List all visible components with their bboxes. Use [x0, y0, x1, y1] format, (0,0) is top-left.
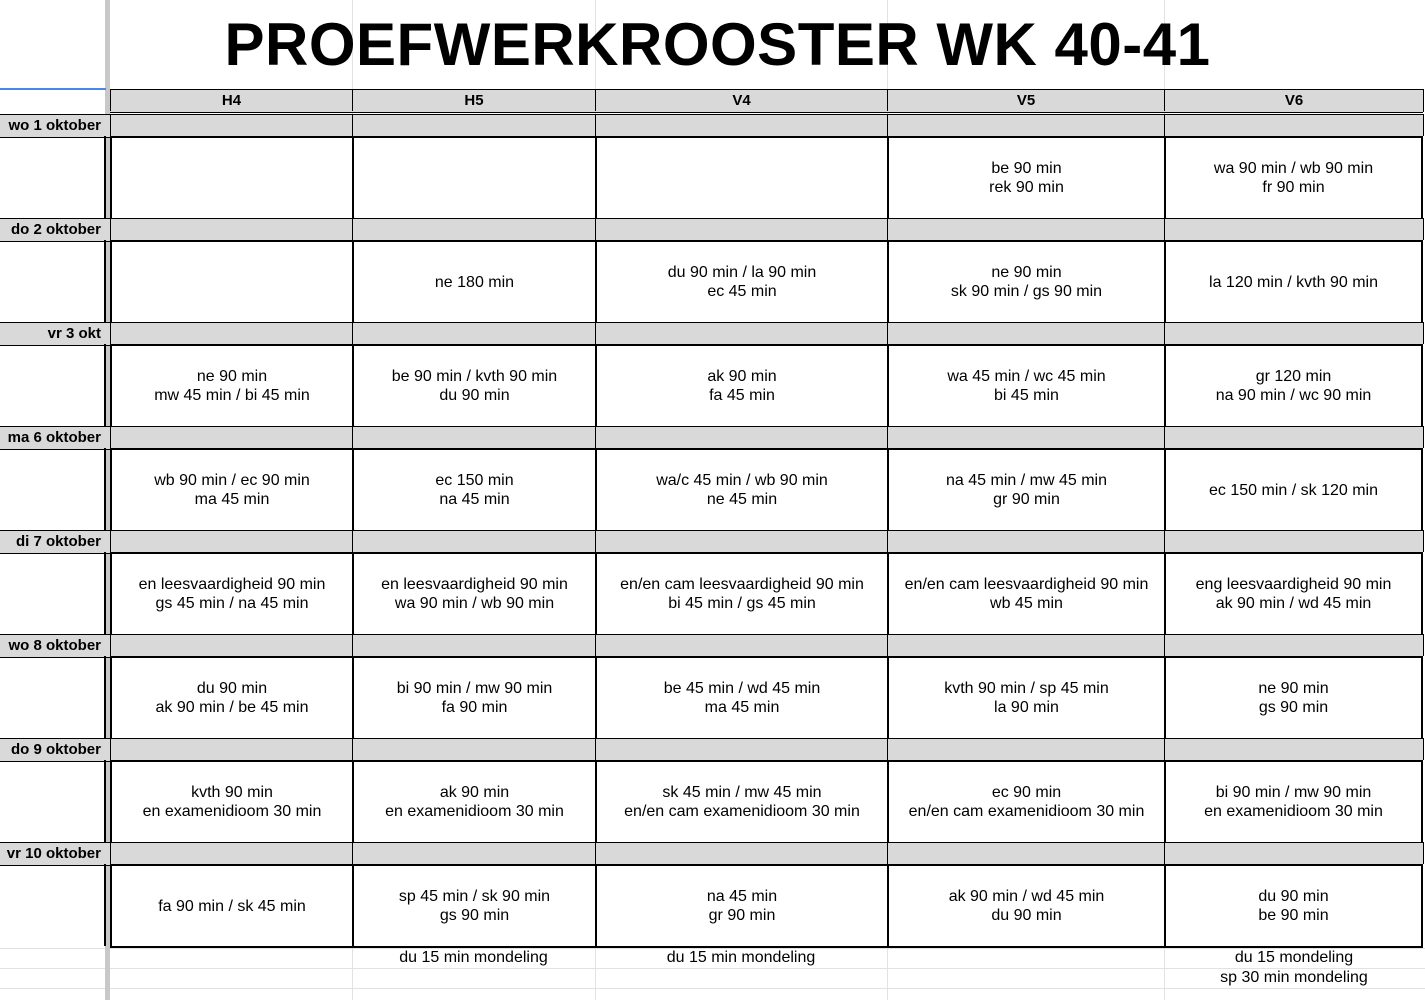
day-label[interactable]: di 7 oktober [15, 532, 101, 550]
exam-entry: gr 90 min [993, 491, 1060, 508]
column-border [110, 322, 111, 344]
column-border [1423, 114, 1424, 136]
day-label[interactable]: wo 8 oktober [8, 636, 101, 654]
column-border [595, 218, 596, 240]
column-border [110, 738, 111, 760]
exam-entry: na 90 min / wc 90 min [1215, 387, 1372, 404]
column-border [595, 738, 596, 760]
column-border [110, 426, 111, 448]
exam-entry: ak 90 min / be 45 min [155, 699, 309, 716]
exam-entry: sk 45 min / mw 45 min [662, 784, 822, 801]
exam-entry: du 90 min [1258, 888, 1329, 905]
selection-indicator [0, 88, 106, 90]
column-border [887, 114, 888, 136]
schedule-cell-h5[interactable] [352, 656, 597, 740]
column-border [595, 114, 596, 136]
exam-entry: be 90 min [991, 160, 1062, 177]
schedule-cell-v6[interactable] [1164, 656, 1423, 740]
day-label[interactable]: ma 6 oktober [7, 428, 101, 446]
schedule-cell-v6[interactable] [1164, 344, 1423, 428]
day-header-band [0, 322, 1423, 346]
exam-entry: en/en cam examenidioom 30 min [624, 803, 860, 820]
exam-entry: du 90 min [991, 907, 1062, 924]
column-border [1164, 738, 1165, 760]
day-header-band [0, 218, 1423, 242]
exam-entry: en examenidioom 30 min [1204, 803, 1383, 820]
exam-entry: ma 45 min [194, 491, 270, 508]
exam-entry: ne 45 min [706, 491, 778, 508]
schedule-cell-v6[interactable] [1164, 240, 1423, 324]
column-border [352, 218, 353, 240]
column-border [352, 530, 353, 552]
column-border [1423, 634, 1424, 656]
footnote-v6-line1[interactable]: du 15 mondeling [1234, 949, 1354, 966]
column-border [595, 322, 596, 344]
column-border [1423, 322, 1424, 344]
day-label[interactable]: do 2 oktober [10, 220, 101, 238]
day-header-band [0, 530, 1423, 554]
exam-entry: gs 90 min [439, 907, 510, 924]
schedule-cell-h4[interactable] [110, 344, 354, 428]
exam-entry: en examenidioom 30 min [142, 803, 322, 820]
column-border [352, 322, 353, 344]
column-border [1423, 530, 1424, 552]
column-header-v6[interactable]: V6 [1164, 89, 1423, 111]
exam-entry: en/en cam leesvaardigheid 90 min [620, 576, 864, 593]
exam-entry: wa 90 min / wb 90 min [1213, 160, 1374, 177]
column-border [110, 530, 111, 552]
exam-entry: ne 90 min [991, 264, 1062, 281]
page-title: PROEFWERKROOSTER WK 40-41 [224, 10, 1211, 78]
day-header-band [0, 738, 1423, 762]
schedule-cell-v5[interactable] [887, 344, 1166, 428]
footnote-h5[interactable]: du 15 min mondeling [399, 949, 548, 966]
schedule-cell-v4[interactable] [595, 240, 889, 324]
schedule-cell-h4[interactable] [110, 448, 354, 532]
exam-entry: sp 45 min / sk 90 min [398, 888, 551, 905]
schedule-cell-v4[interactable] [595, 760, 889, 844]
exam-entry: gs 45 min / na 45 min [155, 595, 309, 612]
column-border [887, 218, 888, 240]
schedule-cell-h5[interactable] [352, 448, 597, 532]
exam-entry: fa 90 min / sk 45 min [158, 897, 306, 915]
column-border [595, 634, 596, 656]
exam-entry: ec 150 min [435, 472, 514, 489]
column-border [1164, 114, 1165, 136]
exam-entry: la 120 min / kvth 90 min [1209, 273, 1378, 291]
exam-entry: wb 45 min [990, 595, 1063, 612]
exam-entry: na 45 min [706, 888, 778, 905]
row-label-cell[interactable] [0, 864, 106, 946]
schedule-cell-v5[interactable] [887, 136, 1166, 220]
row-label-cell[interactable] [0, 344, 106, 426]
schedule-cell-h4[interactable] [110, 864, 354, 948]
exam-entry: be 45 min / wd 45 min [663, 680, 821, 697]
exam-entry: en/en cam examenidioom 30 min [908, 803, 1145, 820]
schedule-cell-h4[interactable] [110, 552, 354, 636]
exam-entry: wa 90 min / wb 90 min [394, 595, 555, 612]
row-label-cell[interactable] [0, 552, 106, 634]
exam-entry: en leesvaardigheid 90 min [381, 576, 568, 593]
exam-entry: wb 90 min / ec 90 min [154, 472, 310, 489]
exam-entry: eng leesvaardigheid 90 min [1195, 576, 1392, 593]
schedule-cell-v6[interactable] [1164, 448, 1423, 532]
row-label-cell[interactable] [0, 448, 106, 530]
exam-entry: be 90 min / kvth 90 min [391, 368, 558, 385]
schedule-cell-h5[interactable] [352, 136, 597, 220]
schedule-cell-h5[interactable] [352, 552, 597, 636]
gridline [0, 988, 1425, 989]
column-border [1423, 89, 1424, 112]
schedule-cell-h4[interactable] [110, 136, 354, 220]
schedule-cell-v4[interactable] [595, 656, 889, 740]
day-header-band [0, 634, 1423, 658]
schedule-cell-v6[interactable] [1164, 760, 1423, 844]
exam-entry: du 90 min [439, 387, 510, 404]
day-label[interactable]: wo 1 oktober [8, 116, 101, 134]
column-border [110, 114, 111, 136]
exam-entry: bi 90 min / mw 90 min [1215, 784, 1372, 801]
column-border [1423, 218, 1424, 240]
schedule-cell-v5[interactable] [887, 864, 1166, 948]
schedule-cell-h4[interactable] [110, 240, 354, 324]
column-border [595, 842, 596, 864]
exam-entry: na 45 min [439, 491, 510, 508]
schedule-cell-v6[interactable] [1164, 552, 1423, 636]
exam-entry: ak 90 min / wd 45 min [948, 888, 1105, 905]
schedule-cell-h4[interactable] [110, 760, 354, 844]
exam-entry: gs 90 min [1258, 699, 1329, 716]
column-border [1423, 842, 1424, 864]
column-border [1164, 218, 1165, 240]
exam-entry: sk 90 min / gs 90 min [950, 283, 1103, 300]
schedule-cell-v5[interactable] [887, 240, 1166, 324]
column-border [595, 426, 596, 448]
column-border [1423, 426, 1424, 448]
column-border [1423, 738, 1424, 760]
row-label-cell[interactable] [0, 240, 106, 322]
schedule-cell-v5[interactable] [887, 656, 1166, 740]
column-border [887, 530, 888, 552]
day-header-band [0, 114, 1423, 138]
schedule-cell-v4[interactable] [595, 552, 889, 636]
schedule-cell-h5[interactable] [352, 344, 597, 428]
day-label[interactable]: do 9 oktober [10, 740, 101, 758]
exam-entry: du 90 min [196, 680, 268, 697]
exam-entry: en examenidioom 30 min [385, 803, 564, 820]
exam-entry: ec 45 min [707, 283, 777, 300]
column-border [110, 634, 111, 656]
column-header-v5[interactable]: V5 [887, 89, 1164, 111]
exam-entry: ma 45 min [704, 699, 780, 716]
column-header-h4[interactable]: H4 [110, 89, 352, 111]
schedule-cell-h4[interactable] [110, 656, 354, 740]
row-label-cell[interactable] [0, 656, 106, 738]
column-border [1164, 426, 1165, 448]
exam-entry: be 90 min [1258, 907, 1329, 924]
column-border [352, 738, 353, 760]
exam-entry: en/en cam leesvaardigheid 90 min [904, 576, 1149, 593]
schedule-cell-v4[interactable] [595, 344, 889, 428]
exam-entry: na 45 min / mw 45 min [946, 472, 1107, 489]
exam-entry: en leesvaardigheid 90 min [138, 576, 326, 593]
day-header-band [0, 842, 1423, 866]
schedule-cell-v5[interactable] [887, 760, 1166, 844]
column-border [352, 426, 353, 448]
exam-entry: fa 45 min [709, 387, 775, 404]
exam-entry: ec 150 min / sk 120 min [1209, 481, 1378, 499]
column-border [595, 530, 596, 552]
schedule-cell-h5[interactable] [352, 240, 597, 324]
column-border [352, 634, 353, 656]
exam-entry: rek 90 min [989, 179, 1064, 196]
schedule-cell-v4[interactable] [595, 136, 889, 220]
schedule-cell-v5[interactable] [887, 552, 1166, 636]
exam-entry: ne 90 min [196, 368, 268, 385]
column-border [110, 218, 111, 240]
column-header-v4[interactable]: V4 [595, 89, 887, 111]
schedule-cell-v4[interactable] [595, 864, 889, 948]
exam-entry: gr 90 min [708, 907, 776, 924]
column-border [887, 322, 888, 344]
exam-entry: ak 90 min [439, 784, 510, 801]
column-border [887, 634, 888, 656]
exam-entry: ne 180 min [434, 273, 515, 291]
exam-entry: la 90 min [994, 699, 1059, 716]
exam-entry: kvth 90 min / sp 45 min [944, 680, 1109, 697]
row-label-cell[interactable] [0, 760, 106, 842]
column-header-h5[interactable]: H5 [352, 89, 595, 111]
exam-entry: fr 90 min [1262, 179, 1325, 196]
schedule-cell-v4[interactable] [595, 448, 889, 532]
exam-entry: wa 45 min / wc 45 min [947, 368, 1106, 385]
exam-entry: ak 90 min / wd 45 min [1215, 595, 1372, 612]
schedule-cell-h5[interactable] [352, 760, 597, 844]
exam-entry: gr 120 min [1255, 368, 1332, 385]
exam-entry: wa/c 45 min / wb 90 min [656, 472, 828, 489]
schedule-cell-v6[interactable] [1164, 136, 1423, 220]
exam-entry: mw 45 min / bi 45 min [154, 387, 310, 404]
column-border [887, 842, 888, 864]
column-border [352, 842, 353, 864]
day-label[interactable]: vr 10 oktober [6, 844, 101, 862]
exam-entry: ec 90 min [991, 784, 1062, 801]
day-label[interactable]: vr 3 okt [47, 324, 101, 342]
exam-entry: ak 90 min [707, 368, 777, 385]
exam-entry: kvth 90 min [191, 784, 273, 801]
day-header-band [0, 426, 1423, 450]
column-border [352, 114, 353, 136]
exam-entry: fa 90 min [441, 699, 508, 716]
schedule-cell-h5[interactable] [352, 864, 597, 948]
column-border [1164, 634, 1165, 656]
column-border [110, 842, 111, 864]
exam-entry: bi 45 min / gs 45 min [668, 595, 816, 612]
column-border [887, 738, 888, 760]
schedule-cell-v5[interactable] [887, 448, 1166, 532]
column-border [1164, 530, 1165, 552]
column-border [1164, 842, 1165, 864]
column-border [887, 426, 888, 448]
exam-entry: ne 90 min [1258, 680, 1329, 697]
exam-entry: du 90 min / la 90 min [667, 264, 817, 281]
schedule-cell-v6[interactable] [1164, 864, 1423, 948]
footnote-v4[interactable]: du 15 min mondeling [666, 949, 816, 966]
row-label-cell[interactable] [0, 136, 106, 218]
column-border [1164, 322, 1165, 344]
footnote-v6-line2[interactable]: sp 30 min mondeling [1220, 969, 1368, 986]
exam-entry: bi 90 min / mw 90 min [396, 680, 553, 697]
exam-entry: bi 45 min [994, 387, 1059, 404]
